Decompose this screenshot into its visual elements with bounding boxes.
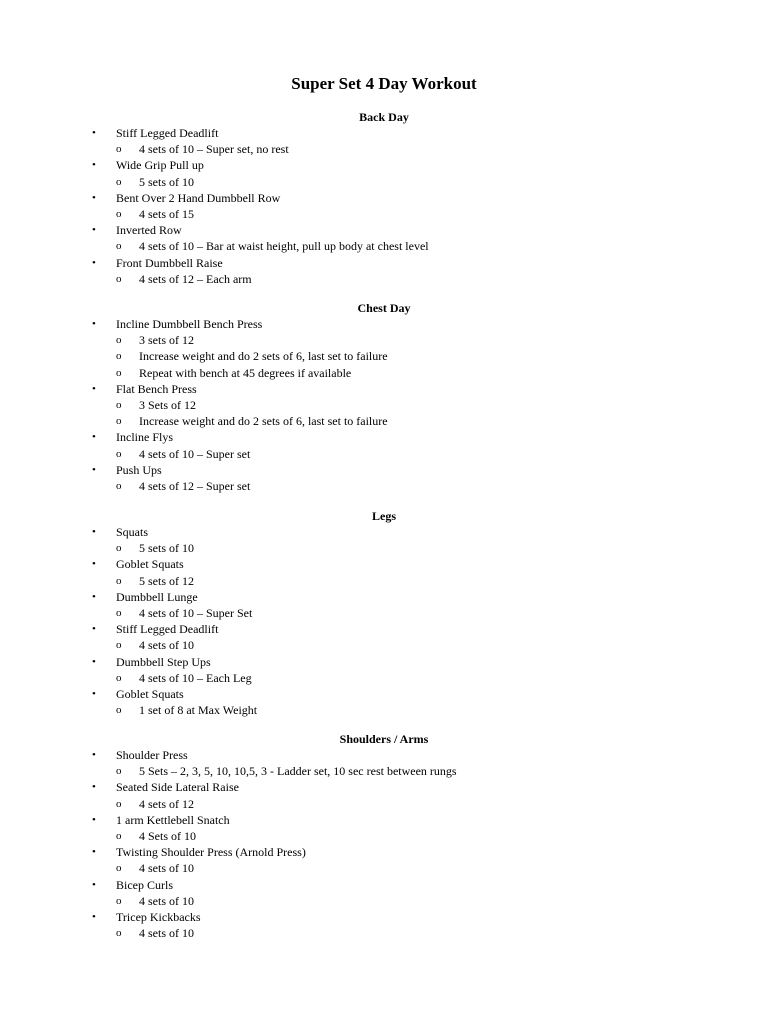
bullet-icon: • [92, 655, 96, 668]
section-heading: Chest Day [357, 301, 411, 315]
exercise-detail [0, 174, 768, 190]
exercise-item [0, 589, 768, 605]
bullet-icon: • [92, 813, 96, 826]
exercise-item [0, 621, 768, 637]
exercise-detail-text: 4 sets of 12 – Super set [139, 478, 251, 493]
exercise-detail [0, 860, 768, 876]
exercise-name: Goblet Squats [116, 557, 184, 572]
exercise-name: Goblet Squats [116, 686, 184, 701]
section-back-day [0, 109, 768, 287]
exercise-detail-text: 4 sets of 10 [139, 926, 194, 941]
exercise-detail-text: 5 sets of 10 [139, 174, 194, 189]
exercise-item [0, 222, 768, 238]
circle-bullet-icon: o [116, 175, 122, 188]
exercise-detail [0, 763, 768, 779]
exercise-detail-text: 4 Sets of 10 [139, 828, 196, 843]
exercise-name: Incline Flys [116, 430, 173, 445]
exercise-item [0, 877, 768, 893]
circle-bullet-icon: o [116, 704, 122, 717]
exercise-detail-text: 5 sets of 12 [139, 573, 194, 588]
exercise-name: Inverted Row [116, 223, 182, 238]
exercise-name: Stiff Legged Deadlift [116, 622, 219, 637]
section-legs [0, 508, 768, 718]
exercise-item [0, 556, 768, 572]
exercise-name: Twisting Shoulder Press (Arnold Press) [116, 845, 306, 860]
exercise-detail [0, 573, 768, 589]
bullet-icon: • [92, 749, 96, 761]
exercise-detail-text: Increase weight and do 2 sets of 6, last set to failure [139, 349, 388, 364]
exercise-name: Front Dumbbell Raise [116, 255, 223, 270]
exercise-item [0, 747, 768, 763]
exercise-detail [0, 238, 768, 254]
bullet-icon: • [92, 526, 96, 538]
circle-bullet-icon: o [116, 479, 122, 492]
circle-bullet-icon: o [116, 606, 122, 619]
exercise-detail-text: 4 sets of 10 – Each Leg [139, 670, 252, 685]
exercise-name: Bicep Curls [116, 877, 173, 892]
bullet-icon: • [92, 910, 96, 923]
bullet-icon: • [92, 878, 96, 891]
bullet-icon: • [92, 781, 96, 794]
bullet-icon: • [92, 224, 96, 237]
exercise-item [0, 125, 768, 141]
exercise-item [0, 157, 768, 173]
exercise-name: Stiff Legged Deadlift [116, 126, 219, 140]
exercise-name: Tricep Kickbacks [116, 909, 201, 924]
bullet-icon: • [92, 191, 96, 204]
exercise-detail-text: Repeat with bench at 45 degrees if available [139, 365, 352, 380]
exercise-detail [0, 670, 768, 686]
section-heading: Back Day [359, 110, 409, 124]
exercise-detail-text: 4 sets of 10 – Super Set [139, 605, 253, 620]
bullet-icon: • [92, 318, 96, 330]
exercise-item [0, 654, 768, 670]
exercise-name: Seated Side Lateral Raise [116, 780, 239, 795]
circle-bullet-icon: o [116, 862, 122, 875]
circle-bullet-icon: o [116, 240, 122, 253]
exercise-detail [0, 271, 768, 287]
circle-bullet-icon: o [116, 542, 122, 555]
exercise-name: Flat Bench Press [116, 381, 197, 396]
circle-bullet-icon: o [116, 797, 122, 810]
bullet-icon: • [92, 159, 96, 172]
exercise-detail-text: 4 sets of 10 – Super set, no rest [139, 142, 289, 157]
bullet-icon: • [92, 558, 96, 571]
circle-bullet-icon: o [116, 927, 122, 940]
exercise-detail [0, 540, 768, 556]
exercise-detail [0, 413, 768, 429]
exercise-detail [0, 478, 768, 494]
bullet-icon: • [92, 382, 96, 395]
circle-bullet-icon: o [116, 334, 122, 347]
exercise-detail [0, 206, 768, 222]
exercise-name: Squats [116, 525, 149, 539]
bullet-icon: • [92, 256, 96, 269]
circle-bullet-icon: o [116, 447, 122, 460]
exercise-detail [0, 365, 768, 381]
exercise-item [0, 524, 768, 540]
section-heading: Legs [372, 509, 396, 523]
circle-bullet-icon: o [116, 894, 122, 907]
circle-bullet-icon: o [116, 272, 122, 285]
exercise-detail [0, 828, 768, 844]
exercise-name: Dumbbell Lunge [116, 589, 198, 604]
exercise-item [0, 255, 768, 271]
exercise-detail-text: 4 sets of 10 [139, 893, 194, 908]
bullet-icon: • [92, 431, 96, 444]
exercise-item [0, 812, 768, 828]
exercise-detail-text: 4 sets of 10 [139, 861, 194, 876]
section-chest-day [0, 300, 768, 494]
circle-bullet-icon: o [116, 143, 122, 156]
circle-bullet-icon: o [116, 574, 122, 587]
exercise-detail-text: 5 Sets – 2, 3, 5, 10, 10,5, 3 - Ladder set, 10 sec rest between rungs [139, 764, 457, 779]
exercise-detail [0, 796, 768, 812]
exercise-detail [0, 446, 768, 462]
circle-bullet-icon: o [116, 671, 122, 684]
exercise-item [0, 844, 768, 860]
exercise-name: 1 arm Kettlebell Snatch [116, 812, 230, 827]
exercise-item [0, 190, 768, 206]
exercise-detail-text: 3 sets of 12 [139, 333, 194, 348]
circle-bullet-icon: o [116, 415, 122, 428]
exercise-item [0, 779, 768, 795]
circle-bullet-icon: o [116, 765, 122, 778]
exercise-item [0, 429, 768, 445]
section-shoulders-arms [0, 731, 768, 941]
page-title: Super Set 4 Day Workout [291, 74, 477, 93]
exercise-detail-text: 4 sets of 15 [139, 206, 194, 221]
exercise-detail [0, 141, 768, 157]
bullet-icon: • [92, 623, 96, 636]
exercise-detail-text: 4 sets of 10 [139, 638, 194, 653]
exercise-detail [0, 348, 768, 364]
exercise-item [0, 381, 768, 397]
exercise-item [0, 316, 768, 332]
exercise-detail [0, 702, 768, 718]
exercise-name: Wide Grip Pull up [116, 158, 204, 173]
exercise-detail [0, 925, 768, 941]
exercise-detail [0, 605, 768, 621]
exercise-item [0, 686, 768, 702]
exercise-detail [0, 332, 768, 348]
circle-bullet-icon: o [116, 207, 122, 220]
exercise-item [0, 462, 768, 478]
exercise-detail-text: 4 sets of 10 – Bar at waist height, pull up body at chest level [139, 239, 429, 254]
bullet-icon: • [92, 590, 96, 603]
bullet-icon: • [92, 846, 96, 859]
exercise-detail [0, 397, 768, 413]
circle-bullet-icon: o [116, 350, 122, 363]
exercise-detail [0, 637, 768, 653]
section-heading: Shoulders / Arms [339, 732, 429, 746]
bullet-icon: • [92, 687, 96, 700]
circle-bullet-icon: o [116, 639, 122, 652]
exercise-detail-text: 3 Sets of 12 [139, 397, 196, 412]
bullet-icon: • [92, 463, 96, 476]
exercise-detail-text: Increase weight and do 2 sets of 6, last set to failure [139, 414, 388, 429]
exercise-name: Dumbbell Step Ups [116, 654, 211, 669]
exercise-name: Push Ups [116, 462, 162, 477]
exercise-detail-text: 1 set of 8 at Max Weight [139, 703, 258, 718]
exercise-name: Bent Over 2 Hand Dumbbell Row [116, 190, 281, 205]
exercise-detail-text: 4 sets of 12 – Each arm [139, 271, 252, 286]
exercise-item [0, 909, 768, 925]
circle-bullet-icon: o [116, 366, 122, 379]
bullet-icon: • [92, 127, 96, 139]
circle-bullet-icon: o [116, 829, 122, 842]
exercise-name: Shoulder Press [116, 748, 188, 762]
circle-bullet-icon: o [116, 398, 122, 411]
exercise-detail [0, 893, 768, 909]
exercise-detail-text: 4 sets of 12 [139, 796, 194, 811]
exercise-detail-text: 4 sets of 10 – Super set [139, 446, 251, 461]
exercise-detail-text: 5 sets of 10 [139, 541, 194, 556]
exercise-name: Incline Dumbbell Bench Press [116, 317, 263, 331]
